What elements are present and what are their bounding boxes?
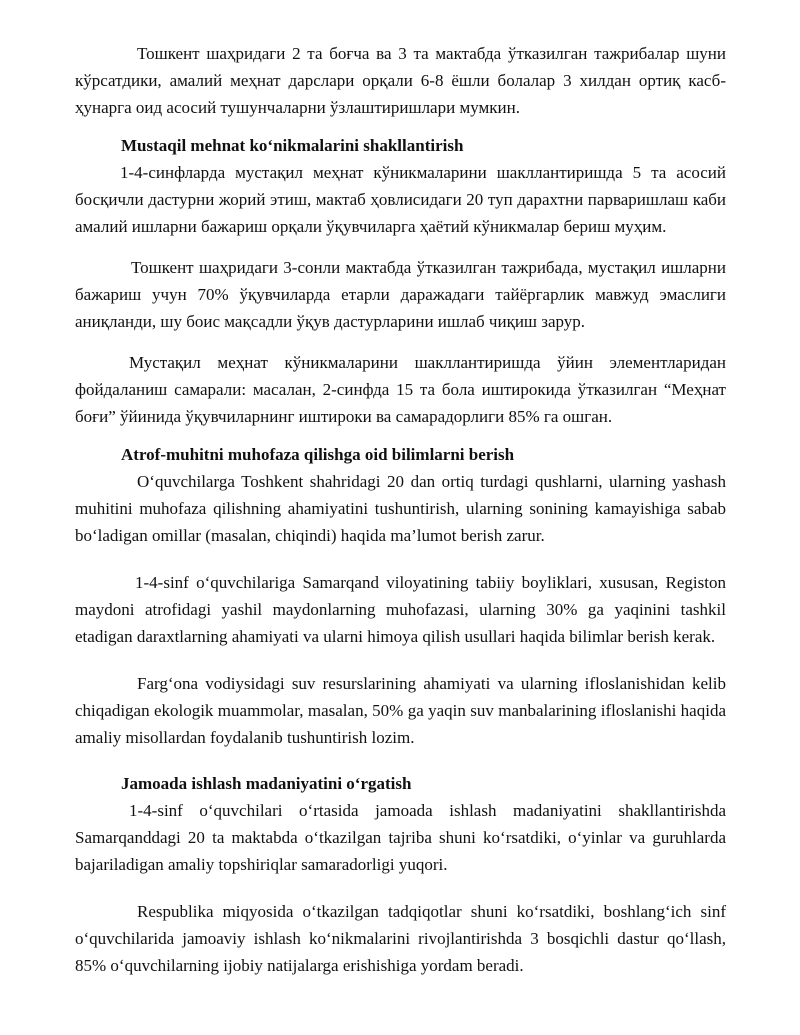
paragraph-national-research: Respublika miqyosida o‘tkazilgan tadqiqotlar shuni ko‘rsatdiki, boshlang‘ich sinf o‘quvchilarida jamoaviy ishlash ko‘nikmalarini rivojlantirishda 3 bosqichli dastur qo‘llash, 85% o‘quvchilarning ijobiy natijalarga erishishiga yordam beradi. bbox=[75, 902, 726, 975]
heading-teamwork-culture: Jamoada ishlash madaniyatini o‘rgatish bbox=[121, 774, 412, 793]
paragraph-samarkand-schools-teamwork: 1-4-sinf o‘quvchilari o‘rtasida jamoada ishlash madaniyatini shakllantirishda Samarqanddagi 20 ta maktabda o‘tkazilgan tajriba shuni ko‘rsatdiki, o‘yinlar va guruhlarda bajariladigan amaliy topshiriqlar samaradorligi yuqori. bbox=[75, 801, 726, 874]
heading-environment-protection: Atrof-muhitni muhofaza qilishga oid bilimlarni berish bbox=[121, 445, 515, 464]
paragraph-game-elements: Мустақил меҳнат кўникмаларини шакллантиришда ўйин элементларидан фойдаланиш самарали: масалан, 2-синфда 15 та бола иштирокида ўтказилган “Меҳнат боғи” ўйинида ўқувчиларнинг иштироки ва самарадорлиги 85% га ошган. bbox=[75, 353, 726, 426]
paragraph-tashkent-kindergartens: Тошкент шаҳридаги 2 та боғча ва 3 та мактабда ўтказилган тажрибалар шуни кўрсатдики, амалий меҳнат дарслари орқали 6-8 ёшли болалар 3 хилдан ортиқ касб-ҳунарга оид асосий тушунчаларни ўзлаштиришлари мумкин. bbox=[75, 44, 726, 117]
paragraph-fergana-water: Farg‘ona vodiysidagi suv resurslarining ahamiyati va ularning ifloslanishidan kelib chiqadigan ekologik muammolar, masalan, 50% ga yaqin suv manbalarining ifloslanishi haqida amaliy misollardan foydalanib tushuntirish lozim. bbox=[75, 674, 726, 747]
heading-independent-work-skills: Mustaqil mehnat ko‘nikmalarini shakllantirish bbox=[121, 136, 464, 155]
paragraph-grade-1-4-programs: 1-4-синфларда мустақил меҳнат кўникмаларини шакллантиришда 5 та асосий босқичли дастурни жорий этиш, мактаб ҳовлисидаги 20 туп дарахтни парваришлаш каби амалий ишларни бажариш орқали ўқувчиларга ҳаётий кўникмалар бериш муҳим. bbox=[75, 163, 726, 236]
paragraph-samarkand-natural-resources: 1-4-sinf o‘quvchilariga Samarqand viloyatining tabiiy boyliklari, xususan, Registon maydoni atrofidagi yashil maydonlarning muhofazasi, ularning 30% ga yaqinini tashkil etadigan daraxtlarning ahamiyati va ularni himoya qilish usullari haqida bilimlar berish kerak. bbox=[75, 573, 726, 646]
paragraph-birds-tashkent: O‘quvchilarga Toshkent shahridagi 20 dan ortiq turdagi qushlarni, ularning yashash muhitini muhofaza qilishning ahamiyatini tushuntirish, ularning sonining kamayishiga sabab bo‘ladigan omillar (masalan, chiqindi) haqida ma’lumot berish zarur. bbox=[75, 472, 726, 545]
paragraph-school-3-experiment: Тошкент шаҳридаги 3-сонли мактабда ўтказилган тажрибада, мустақил ишларни бажариш учун 70% ўқувчиларда етарли даражадаги тайёргарлик мавжуд эмаслиги аниқланди, шу боис мақсадли ўқув дастурларини ишлаб чиқиш зарур. bbox=[75, 258, 726, 331]
